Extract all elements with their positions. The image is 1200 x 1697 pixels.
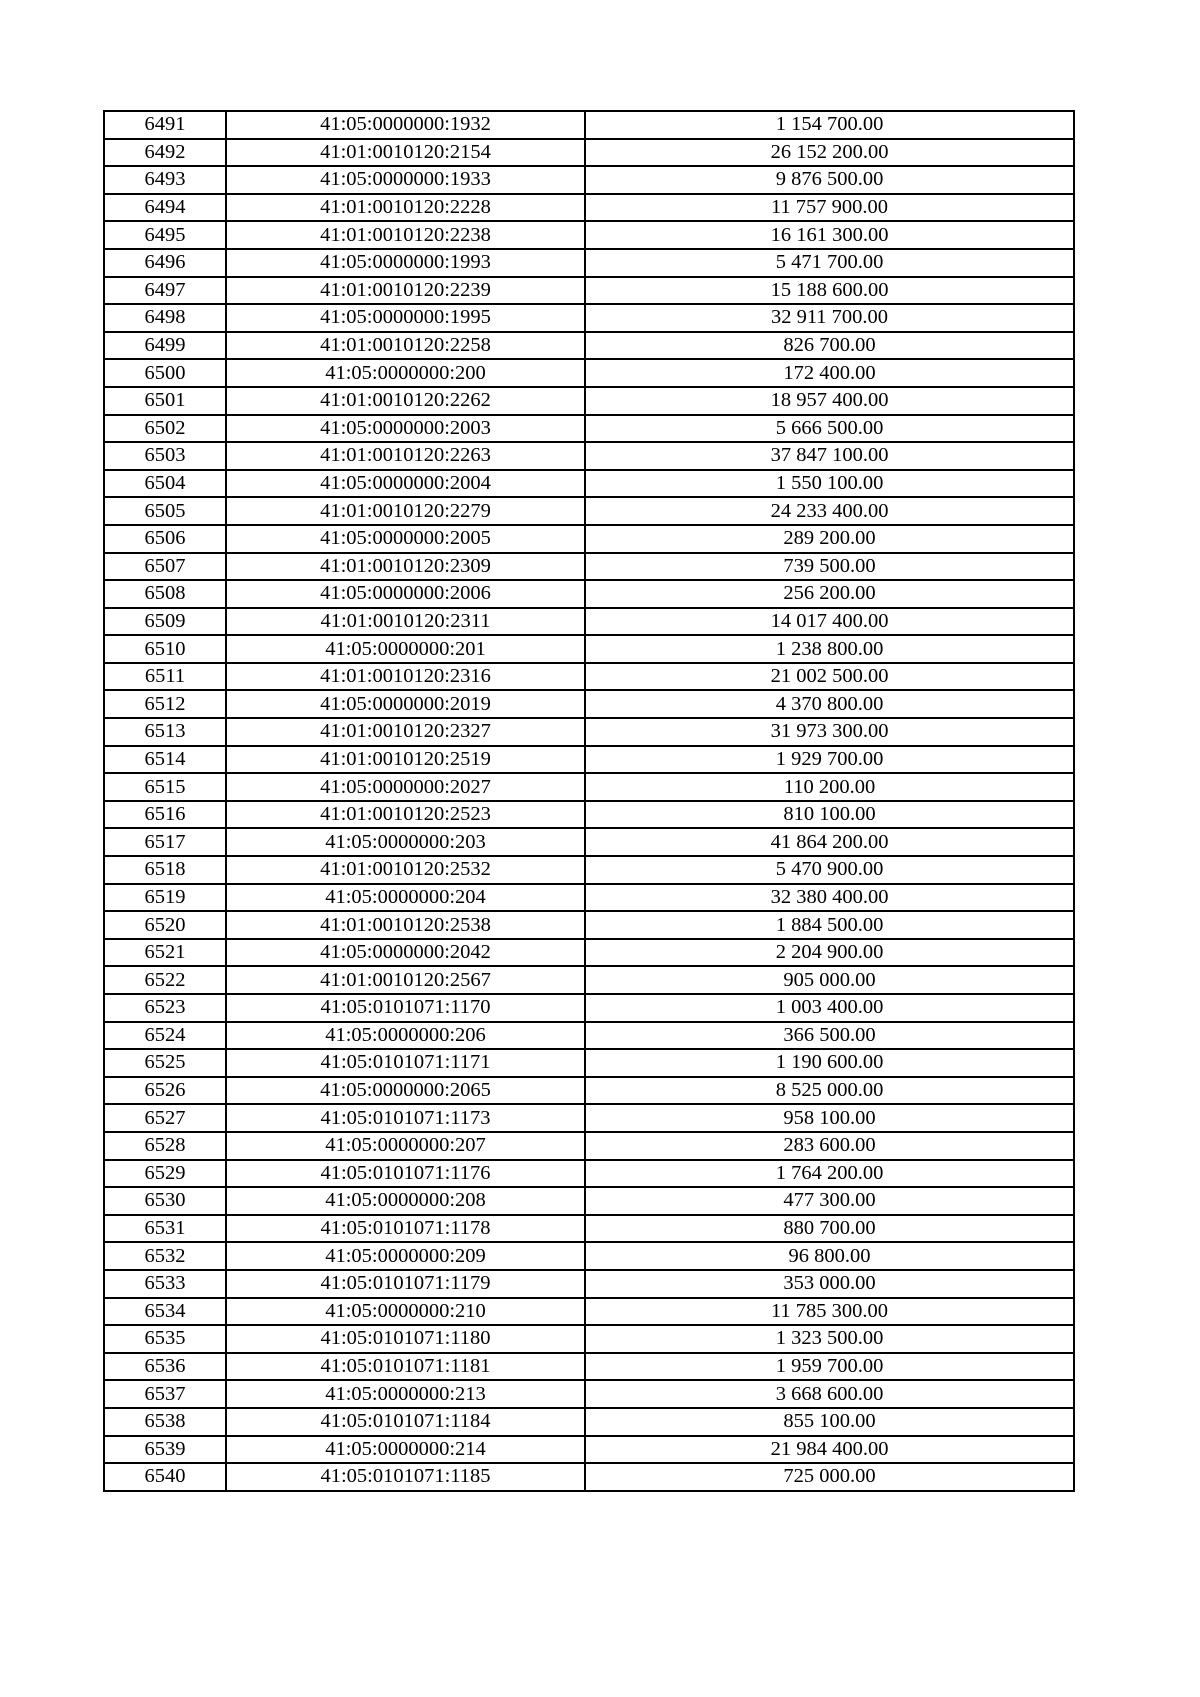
cadastral-number-cell: 41:05:0000000:1995 <box>226 304 585 332</box>
cadastral-number-cell: 41:01:0010120:2263 <box>226 442 585 470</box>
cadastral-number-cell: 41:05:0000000:210 <box>226 1298 585 1326</box>
table-row <box>104 194 1074 222</box>
table-row <box>104 139 1074 167</box>
cadastral-value-cell: 256 200.00 <box>585 580 1074 608</box>
cadastral-number-cell: 41:05:0000000:214 <box>226 1436 585 1464</box>
row-number-cell: 6514 <box>104 746 226 774</box>
cadastral-value-cell: 110 200.00 <box>585 773 1074 801</box>
row-number-cell: 6494 <box>104 194 226 222</box>
cadastral-value-cell: 18 957 400.00 <box>585 387 1074 415</box>
row-number-cell: 6515 <box>104 773 226 801</box>
cadastral-number-cell: 41:05:0101071:1179 <box>226 1270 585 1298</box>
row-number-cell: 6538 <box>104 1408 226 1436</box>
table-row <box>104 1325 1074 1353</box>
cadastral-value-cell: 1 959 700.00 <box>585 1353 1074 1381</box>
table-row <box>104 1270 1074 1298</box>
cadastral-value-table <box>103 110 1075 1492</box>
cadastral-number-cell: 41:01:0010120:2316 <box>226 663 585 691</box>
cadastral-value-cell: 9 876 500.00 <box>585 166 1074 194</box>
table-row <box>104 911 1074 939</box>
cadastral-value-cell: 26 152 200.00 <box>585 139 1074 167</box>
table-row <box>104 718 1074 746</box>
cadastral-number-cell: 41:05:0101071:1180 <box>226 1325 585 1353</box>
cadastral-value-cell: 5 471 700.00 <box>585 249 1074 277</box>
table-row <box>104 1049 1074 1077</box>
cadastral-value-cell: 1 154 700.00 <box>585 111 1074 139</box>
row-number-cell: 6509 <box>104 608 226 636</box>
cadastral-value-cell: 3 668 600.00 <box>585 1380 1074 1408</box>
table-row <box>104 1160 1074 1188</box>
row-number-cell: 6501 <box>104 387 226 415</box>
row-number-cell: 6493 <box>104 166 226 194</box>
row-number-cell: 6492 <box>104 139 226 167</box>
cadastral-number-cell: 41:01:0010120:2258 <box>226 332 585 360</box>
cadastral-value-cell: 1 323 500.00 <box>585 1325 1074 1353</box>
cadastral-number-cell: 41:01:0010120:2309 <box>226 553 585 581</box>
cadastral-value-cell: 15 188 600.00 <box>585 277 1074 305</box>
cadastral-value-cell: 905 000.00 <box>585 966 1074 994</box>
table-row <box>104 111 1074 139</box>
cadastral-number-cell: 41:05:0000000:1932 <box>226 111 585 139</box>
cadastral-number-cell: 41:05:0000000:1933 <box>226 166 585 194</box>
cadastral-number-cell: 41:01:0010120:2238 <box>226 221 585 249</box>
cadastral-number-cell: 41:05:0101071:1173 <box>226 1104 585 1132</box>
table-row <box>104 1132 1074 1160</box>
cadastral-number-cell: 41:05:0000000:201 <box>226 635 585 663</box>
cadastral-number-cell: 41:05:0101071:1185 <box>226 1463 585 1491</box>
cadastral-number-cell: 41:05:0000000:203 <box>226 828 585 856</box>
row-number-cell: 6507 <box>104 553 226 581</box>
table-row <box>104 1022 1074 1050</box>
cadastral-value-cell: 1 190 600.00 <box>585 1049 1074 1077</box>
table-row <box>104 994 1074 1022</box>
row-number-cell: 6500 <box>104 359 226 387</box>
table-row <box>104 1298 1074 1326</box>
cadastral-number-cell: 41:01:0010120:2327 <box>226 718 585 746</box>
row-number-cell: 6533 <box>104 1270 226 1298</box>
row-number-cell: 6499 <box>104 332 226 360</box>
cadastral-value-cell: 24 233 400.00 <box>585 497 1074 525</box>
row-number-cell: 6521 <box>104 939 226 967</box>
table-row <box>104 690 1074 718</box>
table-row <box>104 966 1074 994</box>
cadastral-number-cell: 41:01:0010120:2538 <box>226 911 585 939</box>
row-number-cell: 6526 <box>104 1077 226 1105</box>
table-row <box>104 277 1074 305</box>
cadastral-number-cell: 41:05:0000000:207 <box>226 1132 585 1160</box>
cadastral-value-cell: 366 500.00 <box>585 1022 1074 1050</box>
table-row <box>104 221 1074 249</box>
table-row <box>104 1380 1074 1408</box>
cadastral-number-cell: 41:05:0000000:2003 <box>226 415 585 443</box>
row-number-cell: 6502 <box>104 415 226 443</box>
cadastral-number-cell: 41:05:0101071:1181 <box>226 1353 585 1381</box>
cadastral-value-cell: 810 100.00 <box>585 801 1074 829</box>
cadastral-value-cell: 289 200.00 <box>585 525 1074 553</box>
row-number-cell: 6534 <box>104 1298 226 1326</box>
cadastral-number-cell: 41:05:0000000:2042 <box>226 939 585 967</box>
table-row <box>104 1215 1074 1243</box>
cadastral-value-cell: 826 700.00 <box>585 332 1074 360</box>
table-row <box>104 635 1074 663</box>
cadastral-value-cell: 283 600.00 <box>585 1132 1074 1160</box>
cadastral-number-cell: 41:05:0000000:208 <box>226 1187 585 1215</box>
table-row <box>104 359 1074 387</box>
row-number-cell: 6505 <box>104 497 226 525</box>
table-row <box>104 387 1074 415</box>
cadastral-value-cell: 8 525 000.00 <box>585 1077 1074 1105</box>
cadastral-number-cell: 41:05:0000000:200 <box>226 359 585 387</box>
cadastral-value-cell: 11 757 900.00 <box>585 194 1074 222</box>
table-row <box>104 1187 1074 1215</box>
row-number-cell: 6532 <box>104 1242 226 1270</box>
cadastral-value-cell: 37 847 100.00 <box>585 442 1074 470</box>
table-row <box>104 249 1074 277</box>
cadastral-value-cell: 1 003 400.00 <box>585 994 1074 1022</box>
row-number-cell: 6510 <box>104 635 226 663</box>
row-number-cell: 6525 <box>104 1049 226 1077</box>
table-row <box>104 884 1074 912</box>
cadastral-value-cell: 31 973 300.00 <box>585 718 1074 746</box>
cadastral-value-cell: 11 785 300.00 <box>585 1298 1074 1326</box>
table-row <box>104 773 1074 801</box>
cadastral-number-cell: 41:01:0010120:2519 <box>226 746 585 774</box>
cadastral-number-cell: 41:05:0000000:213 <box>226 1380 585 1408</box>
table-body <box>104 111 1074 1491</box>
cadastral-value-cell: 725 000.00 <box>585 1463 1074 1491</box>
cadastral-value-cell: 32 911 700.00 <box>585 304 1074 332</box>
cadastral-number-cell: 41:01:0010120:2567 <box>226 966 585 994</box>
table-row <box>104 1463 1074 1491</box>
row-number-cell: 6524 <box>104 1022 226 1050</box>
table-row <box>104 1353 1074 1381</box>
row-number-cell: 6527 <box>104 1104 226 1132</box>
cadastral-value-cell: 172 400.00 <box>585 359 1074 387</box>
cadastral-value-cell: 958 100.00 <box>585 1104 1074 1132</box>
cadastral-value-cell: 477 300.00 <box>585 1187 1074 1215</box>
row-number-cell: 6531 <box>104 1215 226 1243</box>
table-row <box>104 1408 1074 1436</box>
cadastral-number-cell: 41:05:0000000:2065 <box>226 1077 585 1105</box>
cadastral-value-cell: 1 550 100.00 <box>585 470 1074 498</box>
cadastral-number-cell: 41:01:0010120:2262 <box>226 387 585 415</box>
cadastral-number-cell: 41:01:0010120:2239 <box>226 277 585 305</box>
table-row <box>104 856 1074 884</box>
row-number-cell: 6520 <box>104 911 226 939</box>
cadastral-value-cell: 21 984 400.00 <box>585 1436 1074 1464</box>
row-number-cell: 6506 <box>104 525 226 553</box>
cadastral-number-cell: 41:05:0101071:1176 <box>226 1160 585 1188</box>
cadastral-value-cell: 2 204 900.00 <box>585 939 1074 967</box>
table-row <box>104 332 1074 360</box>
table-row <box>104 608 1074 636</box>
row-number-cell: 6498 <box>104 304 226 332</box>
table-row <box>104 580 1074 608</box>
cadastral-value-cell: 353 000.00 <box>585 1270 1074 1298</box>
table-row <box>104 746 1074 774</box>
row-number-cell: 6511 <box>104 663 226 691</box>
table-row <box>104 939 1074 967</box>
row-number-cell: 6513 <box>104 718 226 746</box>
cadastral-number-cell: 41:05:0000000:2019 <box>226 690 585 718</box>
row-number-cell: 6540 <box>104 1463 226 1491</box>
row-number-cell: 6503 <box>104 442 226 470</box>
cadastral-value-cell: 4 370 800.00 <box>585 690 1074 718</box>
row-number-cell: 6519 <box>104 884 226 912</box>
row-number-cell: 6522 <box>104 966 226 994</box>
cadastral-value-cell: 1 884 500.00 <box>585 911 1074 939</box>
table-row <box>104 525 1074 553</box>
table-row <box>104 828 1074 856</box>
cadastral-number-cell: 41:01:0010120:2279 <box>226 497 585 525</box>
table-row <box>104 166 1074 194</box>
row-number-cell: 6497 <box>104 277 226 305</box>
row-number-cell: 6508 <box>104 580 226 608</box>
row-number-cell: 6495 <box>104 221 226 249</box>
cadastral-number-cell: 41:01:0010120:2228 <box>226 194 585 222</box>
cadastral-number-cell: 41:05:0101071:1171 <box>226 1049 585 1077</box>
table-row <box>104 304 1074 332</box>
row-number-cell: 6528 <box>104 1132 226 1160</box>
row-number-cell: 6517 <box>104 828 226 856</box>
row-number-cell: 6535 <box>104 1325 226 1353</box>
cadastral-value-cell: 1 238 800.00 <box>585 635 1074 663</box>
table-row <box>104 553 1074 581</box>
table-row <box>104 801 1074 829</box>
cadastral-number-cell: 41:05:0000000:206 <box>226 1022 585 1050</box>
cadastral-number-cell: 41:05:0101071:1178 <box>226 1215 585 1243</box>
cadastral-number-cell: 41:05:0000000:209 <box>226 1242 585 1270</box>
cadastral-value-cell: 41 864 200.00 <box>585 828 1074 856</box>
cadastral-number-cell: 41:05:0101071:1170 <box>226 994 585 1022</box>
cadastral-value-cell: 5 666 500.00 <box>585 415 1074 443</box>
cadastral-value-cell: 1 764 200.00 <box>585 1160 1074 1188</box>
cadastral-value-cell: 739 500.00 <box>585 553 1074 581</box>
cadastral-number-cell: 41:05:0000000:204 <box>226 884 585 912</box>
cadastral-value-cell: 16 161 300.00 <box>585 221 1074 249</box>
table-row <box>104 497 1074 525</box>
cadastral-number-cell: 41:05:0000000:1993 <box>226 249 585 277</box>
row-number-cell: 6529 <box>104 1160 226 1188</box>
table-row <box>104 1436 1074 1464</box>
cadastral-number-cell: 41:01:0010120:2523 <box>226 801 585 829</box>
row-number-cell: 6504 <box>104 470 226 498</box>
table-row <box>104 415 1074 443</box>
row-number-cell: 6523 <box>104 994 226 1022</box>
table-row <box>104 1077 1074 1105</box>
table-row <box>104 470 1074 498</box>
row-number-cell: 6518 <box>104 856 226 884</box>
row-number-cell: 6516 <box>104 801 226 829</box>
row-number-cell: 6530 <box>104 1187 226 1215</box>
cadastral-value-cell: 21 002 500.00 <box>585 663 1074 691</box>
cadastral-value-cell: 14 017 400.00 <box>585 608 1074 636</box>
cadastral-value-cell: 96 800.00 <box>585 1242 1074 1270</box>
table-row <box>104 442 1074 470</box>
cadastral-value-cell: 880 700.00 <box>585 1215 1074 1243</box>
cadastral-value-cell: 1 929 700.00 <box>585 746 1074 774</box>
cadastral-number-cell: 41:01:0010120:2154 <box>226 139 585 167</box>
cadastral-value-cell: 5 470 900.00 <box>585 856 1074 884</box>
row-number-cell: 6512 <box>104 690 226 718</box>
row-number-cell: 6536 <box>104 1353 226 1381</box>
table-row <box>104 1242 1074 1270</box>
cadastral-value-cell: 855 100.00 <box>585 1408 1074 1436</box>
row-number-cell: 6539 <box>104 1436 226 1464</box>
table-row <box>104 1104 1074 1132</box>
cadastral-number-cell: 41:05:0000000:2027 <box>226 773 585 801</box>
cadastral-number-cell: 41:01:0010120:2532 <box>226 856 585 884</box>
row-number-cell: 6496 <box>104 249 226 277</box>
cadastral-number-cell: 41:05:0000000:2005 <box>226 525 585 553</box>
row-number-cell: 6537 <box>104 1380 226 1408</box>
table-row <box>104 663 1074 691</box>
cadastral-value-cell: 32 380 400.00 <box>585 884 1074 912</box>
cadastral-number-cell: 41:01:0010120:2311 <box>226 608 585 636</box>
cadastral-number-cell: 41:05:0000000:2006 <box>226 580 585 608</box>
cadastral-number-cell: 41:05:0101071:1184 <box>226 1408 585 1436</box>
cadastral-number-cell: 41:05:0000000:2004 <box>226 470 585 498</box>
row-number-cell: 6491 <box>104 111 226 139</box>
